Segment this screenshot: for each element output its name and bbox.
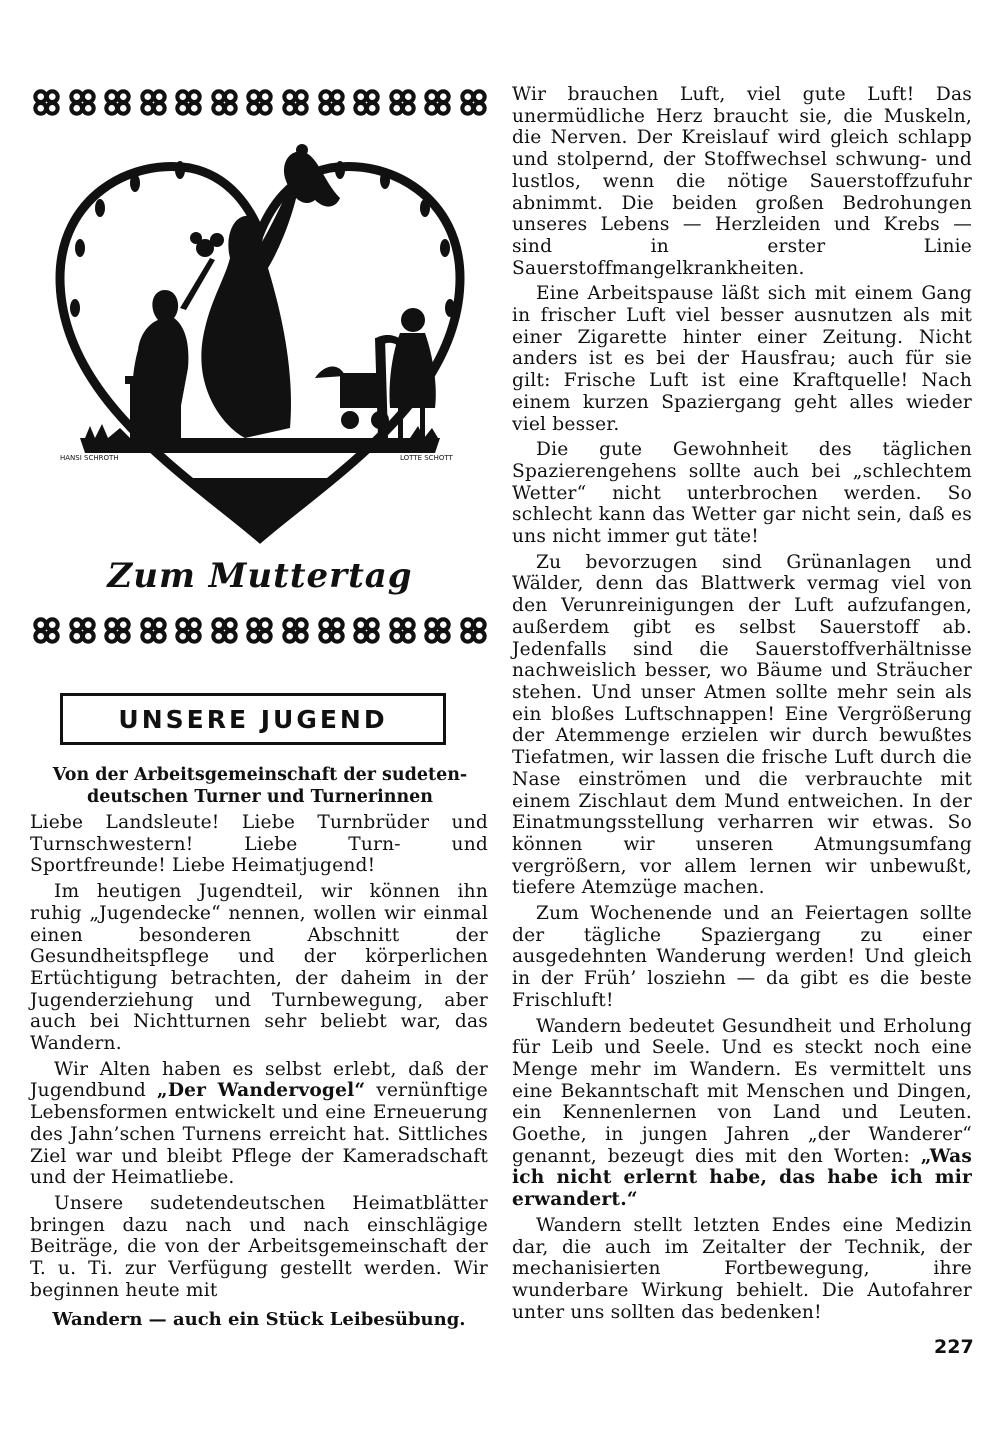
paragraph: Unsere sudetendeutschen Heimatblätter bringen dazu nach und nach einschlägige Beiträge, die von der Arbeitsgemeinschaft der T. u. Ti. zur Verfügung gestellt werden. Wir beginnen heute mit [30,1192,488,1301]
text-run: vernünftige Lebensformen entwickelt und eine Erneuerung des Jahn’schen Turnens erreicht hat. Sittliches Ziel war und bleibt Pflege der Kameradschaft und der Heimatliebe. [30,1080,488,1189]
section-heading-box [60,693,446,745]
paragraph: Im heutigen Jugendteil, wir können ihn ruhig „Jugendecke“ nennen, wollen wir einmal einen besonderen Abschnitt der Gesundheitspflege und der körperlichen Ertüchtigung betrachten, der daheim in der Jugenderziehung und Turnbewegung, aber auch bei Nichtturnen sehr beliebt war, das Wandern. [30,881,488,1055]
clover-border-top [30,86,490,126]
clover-icon [137,86,170,119]
clover-icon [101,614,134,647]
clover-icon [30,614,63,647]
paragraph: Eine Arbeitspause läßt sich mit einem Gang in frischer Luft viel besser ausnutzen als mit einer Zigarette hinter einer Zeitung. Nicht anders ist es bei der Hausfrau; auch für sie gilt: Frische Luft ist eine Kraftquelle! Nach einem kurzen Spaziergang geht alles wieder viel besser. [512,283,972,435]
clover-icon [457,614,490,647]
signature-left: HANSI SCHROTH [60,454,119,462]
clover-icon [172,86,205,119]
clover-icon [66,614,99,647]
clover-icon [243,86,276,119]
clover-icon [350,86,383,119]
article-title: Zum Muttertag [107,556,413,596]
clover-icon [386,614,419,647]
clover-icon [137,614,170,647]
clover-icon [208,86,241,119]
clover-icon [208,614,241,647]
paragraph [512,1016,972,1211]
bold-text: „Der Wandervogel“ [156,1080,366,1102]
paragraph: Zu bevorzugen sind Grünanlagen und Wälder, denn das Blattwerk vermag viel von den Verunreinigungen der Luft aufzufangen, außerdem gibt es selbst Sauerstoff ab. Jedenfalls sind die Sauerstoffverhältnisse nachweislich besser, wo Bäume und Sträucher stehen. Und unser Atmen sollte mehr sein als ein bloßes Luftschnappen! Eine Vergrößerung der Atemmenge erzielen wir durch bewußtes Tiefatmen, wir lassen die frische Luft durch die Nase einströmen und die verbrauchte mit einem Zischlaut dem Mund entweichen. In der Einatmungsstellung verharren wir etwas. So können wir unseren Atmungsumfang vergrößern, vor allem lernen wir unbewußt, tiefere Atemzüge machen. [512,551,972,899]
closing-heading: Wandern — auch ein Stück Leibesübung. [52,1309,466,1331]
signature-right: LOTTE SCHOTT [400,454,453,462]
clover-icon [315,614,348,647]
clover-icon [350,614,383,647]
clover-icon [386,86,419,119]
clover-icon [421,614,454,647]
clover-icon [421,86,454,119]
section-heading: UNSERE JUGEND [118,704,388,734]
text-run: Wandern bedeutet Gesundheit und Erholung für Leib und Seele. Und es steckt noch eine Menge mehr im Wandern. Es vermittelt uns eine Bekanntschaft mit Menschen und Dingen, ein Kennenlernen von Land und Leuten. Goethe, in jungen Jahren „der Wanderer“ genannt, bezeugt dies mit den Worten: [512,1015,972,1167]
mothers-day-illustration [40,138,480,548]
clover-border-bottom [30,614,490,654]
intro-heading: Von der Arbeitsgemeinschaft der sudeten-deutschen Turner und Turnerinnen [52,765,468,807]
clover-icon [315,86,348,119]
paragraph: Die gute Gewohnheit des täglichen Spazierengehens sollte auch bei „schlechtem Wetter“ nicht unterbrochen werden. So schlecht kann das Wetter gar nicht sein, daß es uns nicht immer gut täte! [512,439,972,548]
clover-icon [279,614,312,647]
clover-icon [30,86,63,119]
clover-icon [279,86,312,119]
paragraph: Zum Wochenende und an Feiertagen sollte der tägliche Spaziergang zu einer ausgedehnten Wanderung werden! Und gleich in der Früh’ losziehn — da gibt es die beste Frischluft! [512,903,972,1011]
page-number: 227 [934,1336,974,1358]
right-column-body [512,84,972,1327]
paragraph: Wir brauchen Luft, viel gute Luft! Das unermüdliche Herz braucht sie, die Muskeln, die Nerven. Der Kreislauf wird gleich schlapp und stolpernd, der Stoffwechsel schwung- und lustlos, wenn die nötige Sauerstoffzufuhr abnimmt. Die beiden großen Bedrohungen unseres Lebens — Herzleiden und Krebs — sind in erster Linie Sauerstoffmangelkrankheiten. [512,84,972,279]
heart-silhouette-icon [40,138,480,548]
left-column-body [30,812,488,1330]
clover-icon [172,614,205,647]
bold-quote: „Was ich nicht erlernt habe, das habe ich mir erwandert.“ [512,1145,972,1211]
paragraph: Liebe Landsleute! Liebe Turnbrüder und Turnschwestern! Liebe Turn- und Sportfreunde! Liebe Heimatjugend! [30,812,488,877]
paragraph [30,1059,488,1189]
clover-icon [457,86,490,119]
paragraph: Wandern stellt letzten Endes eine Medizin dar, die auch im Zeitalter der Technik, der mechanisierten Fortbewegung, ihre wunderbare Wirkung behielt. Die Autofahrer unter uns sollten das bedenken! [512,1214,972,1323]
clover-icon [66,86,99,119]
clover-icon [243,614,276,647]
text-run: Wir Alten haben es selbst erlebt, daß der Jugendbund [30,1058,488,1102]
clover-icon [101,86,134,119]
